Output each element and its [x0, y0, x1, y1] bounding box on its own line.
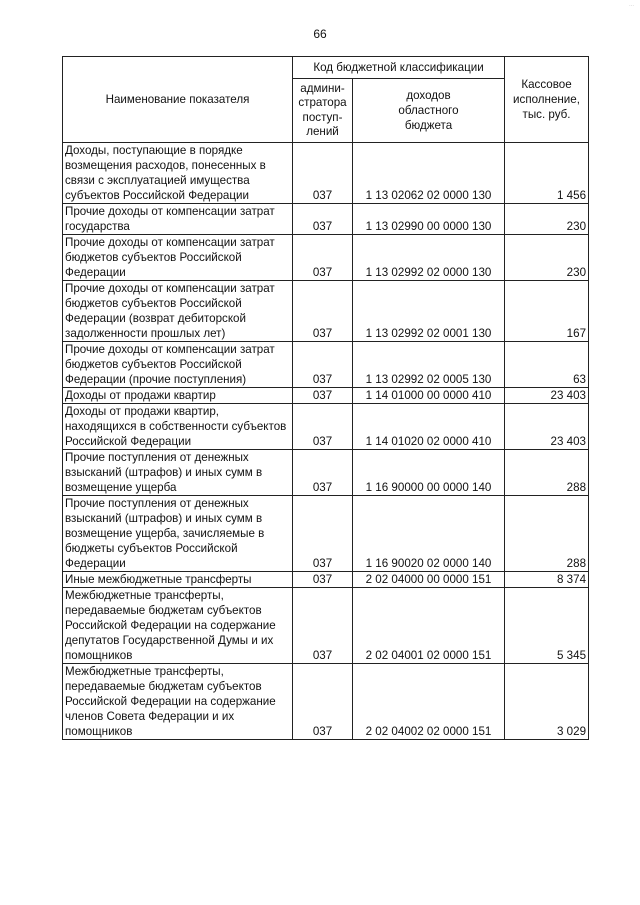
table-row — [63, 204, 589, 235]
row-name: Прочие доходы от компенсации затрат бюджетов субъектов Российской Федерации — [63, 235, 293, 281]
row-income-code: 1 16 90020 02 0000 140 — [353, 496, 505, 572]
header-group: Код бюджетной классификации — [293, 57, 505, 79]
row-income-code: 2 02 04001 02 0000 151 — [353, 588, 505, 664]
row-name: Прочие доходы от компенсации затрат бюджетов субъектов Российской Федерации (прочие поступления) — [63, 342, 293, 388]
row-income-code: 1 13 02992 02 0001 130 — [353, 281, 505, 342]
row-name: Прочие доходы от компенсации затрат бюджетов субъектов Российской Федерации (возврат дебиторской задолженности прошлых лет) — [63, 281, 293, 342]
table-row — [63, 235, 589, 281]
row-admin-code: 037 — [293, 404, 353, 450]
table-row — [63, 388, 589, 404]
row-amount: 288 — [505, 450, 589, 496]
row-admin-code: 037 — [293, 388, 353, 404]
row-admin-code: 037 — [293, 143, 353, 204]
row-admin-code: 037 — [293, 588, 353, 664]
row-name: Межбюджетные трансферты, передаваемые бюджетам субъектов Российской Федерации на содержание членов Совета Федерации и их помощников — [63, 664, 293, 740]
row-admin-code: 037 — [293, 342, 353, 388]
row-admin-code: 037 — [293, 496, 353, 572]
table-header — [63, 57, 589, 143]
row-name: Доходы от продажи квартир — [63, 388, 293, 404]
row-admin-code: 037 — [293, 204, 353, 235]
row-amount: 288 — [505, 496, 589, 572]
row-amount: 3 029 — [505, 664, 589, 740]
page-number: 66 — [313, 27, 327, 41]
row-admin-code: 037 — [293, 450, 353, 496]
row-income-code: 1 13 02990 00 0000 130 — [353, 204, 505, 235]
table-row — [63, 143, 589, 204]
row-income-code: 2 02 04000 00 0000 151 — [353, 572, 505, 588]
row-name: Прочие доходы от компенсации затрат государства — [63, 204, 293, 235]
header-name: Наименование показателя — [63, 57, 293, 143]
table-body — [63, 143, 589, 740]
row-amount: 1 456 — [505, 143, 589, 204]
row-amount: 230 — [505, 235, 589, 281]
row-income-code: 2 02 04002 02 0000 151 — [353, 664, 505, 740]
table-row — [63, 404, 589, 450]
row-income-code: 1 14 01000 00 0000 410 — [353, 388, 505, 404]
table-row — [63, 342, 589, 388]
header-cash: Кассовое исполнение, тыс. руб. — [505, 57, 589, 143]
header-admin: админи- стратора поступ- лений — [293, 79, 353, 143]
row-admin-code: 037 — [293, 664, 353, 740]
row-name: Доходы от продажи квартир, находящихся в собственности субъектов Российской Федерации — [63, 404, 293, 450]
row-name: Межбюджетные трансферты, передаваемые бюджетам субъектов Российской Федерации на содержание депутатов Государственной Думы и их помощников — [63, 588, 293, 664]
row-income-code: 1 14 01020 02 0000 410 — [353, 404, 505, 450]
row-income-code: 1 13 02062 02 0000 130 — [353, 143, 505, 204]
row-amount: 8 374 — [505, 572, 589, 588]
budget-table — [62, 56, 589, 740]
row-admin-code: 037 — [293, 572, 353, 588]
row-income-code: 1 16 90000 00 0000 140 — [353, 450, 505, 496]
row-name: Иные межбюджетные трансферты — [63, 572, 293, 588]
row-name: Прочие поступления от денежных взысканий (штрафов) и иных сумм в возмещение ущерба, зачисляемые в бюджеты субъектов Российской Федерации — [63, 496, 293, 572]
row-name: Доходы, поступающие в порядке возмещения расходов, понесенных в связи с эксплуатацией имущества субъектов Российской Федерации — [63, 143, 293, 204]
corner-mark: ... — [628, 2, 634, 8]
row-amount: 23 403 — [505, 404, 589, 450]
row-amount: 5 345 — [505, 588, 589, 664]
header-income: доходов областного бюджета — [353, 79, 505, 143]
table-row — [63, 450, 589, 496]
row-amount: 230 — [505, 204, 589, 235]
table-row — [63, 496, 589, 572]
table-row — [63, 572, 589, 588]
table-row — [63, 588, 589, 664]
row-income-code: 1 13 02992 02 0000 130 — [353, 235, 505, 281]
row-amount: 23 403 — [505, 388, 589, 404]
table-row — [63, 664, 589, 740]
row-admin-code: 037 — [293, 235, 353, 281]
row-income-code: 1 13 02992 02 0005 130 — [353, 342, 505, 388]
row-name: Прочие поступления от денежных взысканий (штрафов) и иных сумм в возмещение ущерба — [63, 450, 293, 496]
row-admin-code: 037 — [293, 281, 353, 342]
table-row — [63, 281, 589, 342]
row-amount: 167 — [505, 281, 589, 342]
row-amount: 63 — [505, 342, 589, 388]
